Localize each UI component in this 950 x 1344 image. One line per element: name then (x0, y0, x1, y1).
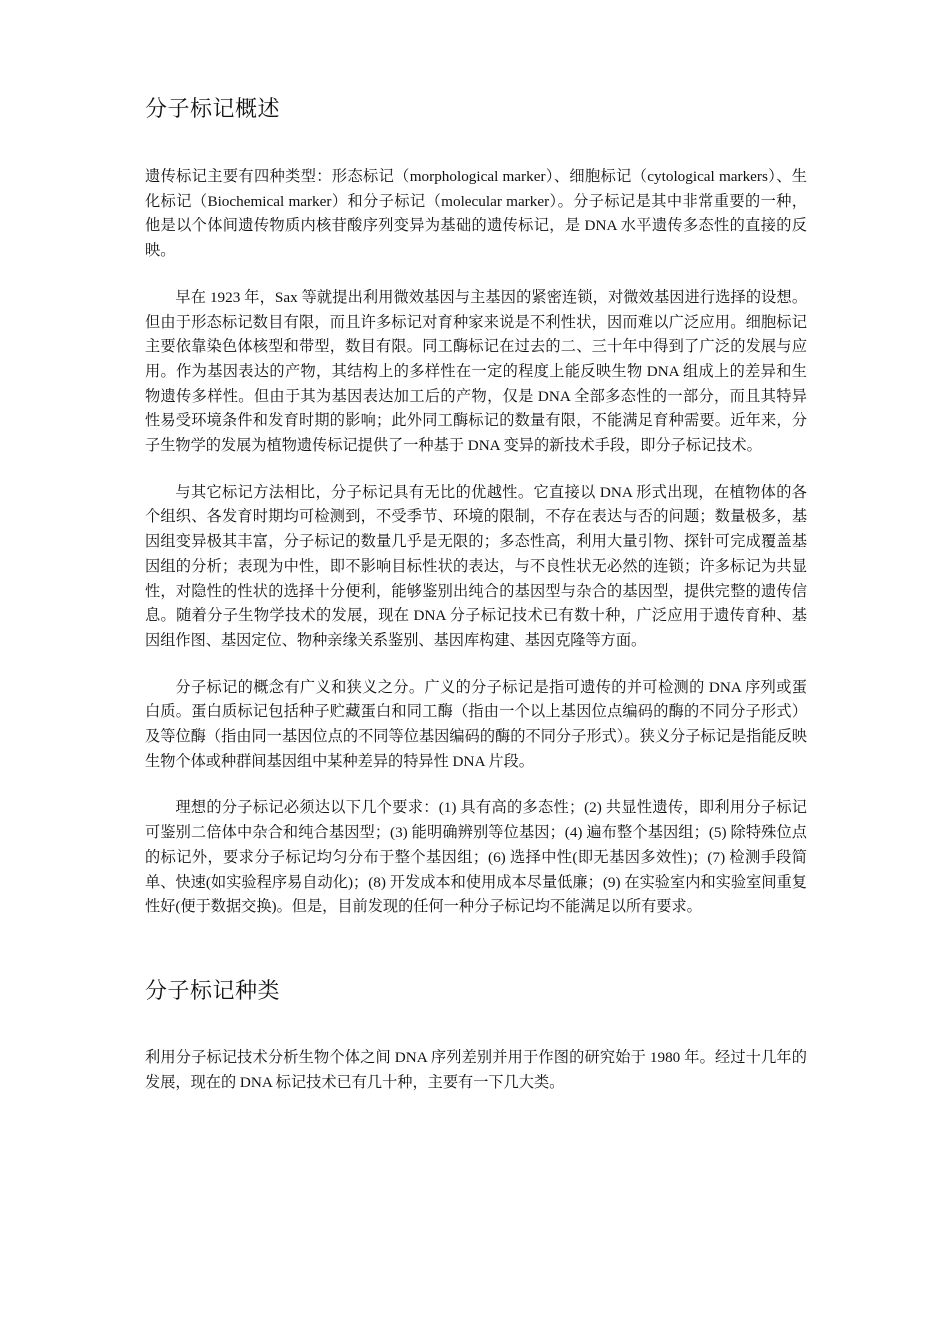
section-heading-overview: 分子标记概述 (145, 96, 281, 121)
paragraph-types-intro: 利用分子标记技术分析生物个体之间 DNA 序列差别并用于作图的研究始于 1980 年。经过十几年的发展，现在的 DNA 标记技术已有几十种，主要有一下几大类。 (145, 1048, 807, 1091)
section-heading-types: 分子标记种类 (145, 977, 281, 1003)
paragraph-advantages: 与其它标记方法相比，分子标记具有无比的优越性。它直接以 DNA 形式出现，在植物体的各个组织、各发育时期均可检测到，不受季节、环境的限制，不存在表达与否的问题；数量极多，基因组变异极其丰富，分子标记的数量几乎是无限的；多态性高，利用大量引物、探针可完成覆盖基因组的分析；表现为中性，即不影响目标性状的表达，与不良性状无必然的连锁；许多标记为共显性，对隐性的性状的选择十分便利，能够鉴别出纯合的基因型与杂合的基因型，提供完整的遗传信息。随着分子生物学技术的发展，现在 DNA 分子标记技术已有数十种，广泛应用于遗传育种、基因组作图、基因定位、物种亲缘关系鉴别、基因库构建、基因克隆等方面。 (145, 483, 807, 649)
paragraph-definition: 分子标记的概念有广义和狭义之分。广义的分子标记是指可遗传的并可检测的 DNA 序列或蛋白质。蛋白质标记包括种子贮藏蛋白和同工酶（指由一个以上基因位点编码的酶的不同分子形式）及等位酶（指由同一基因位点的不同等位基因编码的酶的不同分子形式）。狭义分子标记是指能反映生物个体或种群间基因组中某种差异的特异性 DNA 片段。 (145, 678, 807, 770)
paragraph-history: 早在 1923 年，Sax 等就提出利用微效基因与主基因的紧密连锁，对微效基因进行选择的设想。但由于形态标记数目有限，而且许多标记对育种家来说是不利性状，因而难以广泛应用。细胞标记主要依靠染色体核型和带型，数目有限。同工酶标记在过去的二、三十年中得到了广泛的发展与应用。作为基因表达的产物，其结构上的多样性在一定的程度上能反映生物 DNA 组成上的差异和生物遗传多样性。但由于其为基因表达加工后的产物，仅是 DNA 全部多态性的一部分，而且其特异性易受环境条件和发育时期的影响；此外同工酶标记的数量有限，不能满足育种需要。近年来，分子生物学的发展为植物遗传标记提供了一种基于 DNA 变异的新技术手段，即分子标记技术。 (145, 288, 807, 455)
document-body (145, 92, 807, 1095)
paragraph-marker-types: 遗传标记主要有四种类型：形态标记（morphological marker）、细胞标记（cytological markers）、生化标记（Biochemical marker）和分子标记（molecular marker）。分子标记是其中非常重要的一种，他是以个体间遗传物质内核苷酸序列变异为基础的遗传标记，是 DNA 水平遗传多态性的直接的反映。 (145, 168, 807, 260)
paragraph-ideal-requirements: 理想的分子标记必须达以下几个要求：(1) 具有高的多态性；(2) 共显性遗传，即利用分子标记可鉴别二倍体中杂合和纯合基因型；(3) 能明确辨别等位基因；(4) 遍布整个基因组；(5) 除特殊位点的标记外，要求分子标记均匀分布于整个基因组；(6) 选择中性(即无基因多效性)；(7) 检测手段简单、快速(如实验程序易自动化)；(8) 开发成本和使用成本尽量低廉；(9) 在实验室内和实验室间重复性好(便于数据交换)。但是，目前发现的任何一种分子标记均不能满足以所有要求。 (145, 799, 807, 916)
